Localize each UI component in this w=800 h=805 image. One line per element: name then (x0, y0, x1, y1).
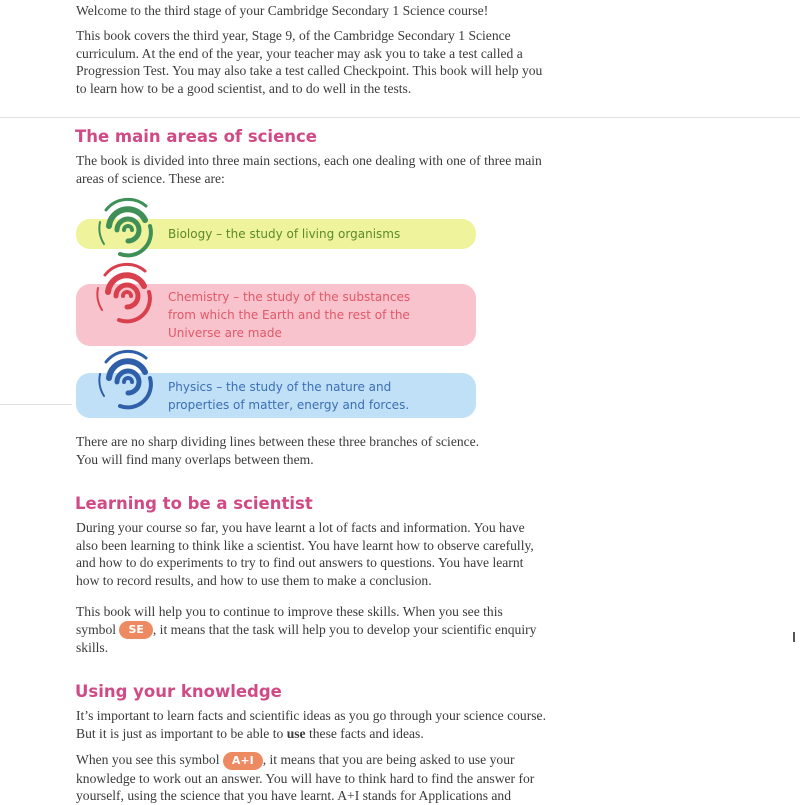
biology-label: Biology – the study of living organisms (168, 227, 401, 241)
intro-line: Progression Test. You may also take a test called Checkpoint. This book will help you (76, 63, 543, 79)
intro-line: This book covers the third year, Stage 9, of the Cambridge Secondary 1 Science (76, 28, 511, 43)
apply-line (76, 751, 636, 770)
areas-closing-line: There are no sharp dividing lines between these three branches of science. (76, 434, 480, 449)
apply-line: yourself, using the science that you have learnt. A+I stands for Applications and (76, 788, 512, 804)
chemistry-label (168, 288, 410, 342)
knowledge-line: It’s important to learn facts and scientific ideas as you go through your science course. (76, 708, 546, 723)
knowledge-emphasis: use (286, 725, 306, 741)
apply-text: When you see this symbol (76, 752, 220, 767)
skills-paragraph (76, 603, 636, 657)
chemistry-label-line: from which the Earth and the rest of the (168, 308, 410, 322)
margin-mark (793, 632, 795, 642)
apply-line: knowledge to work out an answer. You will have to think hard to find the answer for (76, 770, 535, 786)
biology-swirl-icon (92, 196, 164, 264)
scientist-paragraph (76, 519, 636, 589)
knowledge-text: these facts and ideas. (305, 725, 424, 741)
areas-closing-paragraph (76, 433, 636, 468)
heading-learning-scientist: Learning to be a scientist (75, 494, 313, 513)
chemistry-swirl-icon (90, 260, 164, 330)
physics-label-line: properties of matter, energy and forces. (168, 397, 410, 412)
areas-intro-line: The book is divided into three main sections, each one dealing with one of three main (76, 153, 542, 168)
areas-closing-line: You will find many overlaps between them. (76, 451, 314, 467)
areas-intro-line: areas of science. These are: (76, 170, 225, 186)
scientist-line: During your course so far, you have learnt a lot of facts and information. You have (76, 520, 525, 535)
heading-using-knowledge: Using your knowledge (75, 682, 282, 701)
page-fold-line (0, 404, 72, 405)
physics-label-line: Physics – the study of the nature and (168, 379, 392, 394)
areas-intro-paragraph (76, 152, 636, 187)
scientist-line: and how to do experiments to try to find out answers to questions. You have learnt (76, 555, 524, 571)
knowledge-text: But it is just as important to be able to (76, 725, 287, 741)
chemistry-label-line: Chemistry – the study of the substances (168, 290, 411, 304)
scientist-line: also been learning to think like a scientist. You have learnt how to observe carefully, (76, 537, 534, 553)
skills-line (76, 621, 636, 640)
apply-paragraph (76, 751, 636, 805)
knowledge-paragraph (76, 707, 636, 742)
welcome-line: Welcome to the third stage of your Cambridge Secondary 1 Science course! (76, 3, 489, 18)
knowledge-line (76, 725, 636, 743)
heading-main-areas: The main areas of science (75, 127, 317, 146)
intro-line: to learn how to be a good scientist, and to do well in the tests. (76, 80, 412, 96)
chemistry-label-line: Universe are made (168, 326, 282, 340)
physics-swirl-icon (92, 348, 164, 416)
scientist-line: how to record results, and how to use them to make a conclusion. (76, 572, 432, 588)
ai-symbol-badge: A+I (223, 752, 263, 770)
apply-text: , it means that you are being asked to use your (262, 752, 515, 767)
intro-line: curriculum. At the end of the year, your teacher may ask you to take a test called a (76, 45, 523, 61)
skills-line: skills. (76, 640, 109, 656)
page-fold-line (0, 117, 800, 118)
skills-line: This book will help you to continue to improve these skills. When you see this (76, 604, 503, 619)
skills-text: , it means that the task will help you to develop your scientific enquiry (152, 621, 537, 637)
intro-paragraph (76, 27, 636, 97)
physics-label (168, 378, 409, 414)
skills-text: symbol (76, 621, 117, 637)
se-symbol-badge: SE (119, 621, 152, 639)
